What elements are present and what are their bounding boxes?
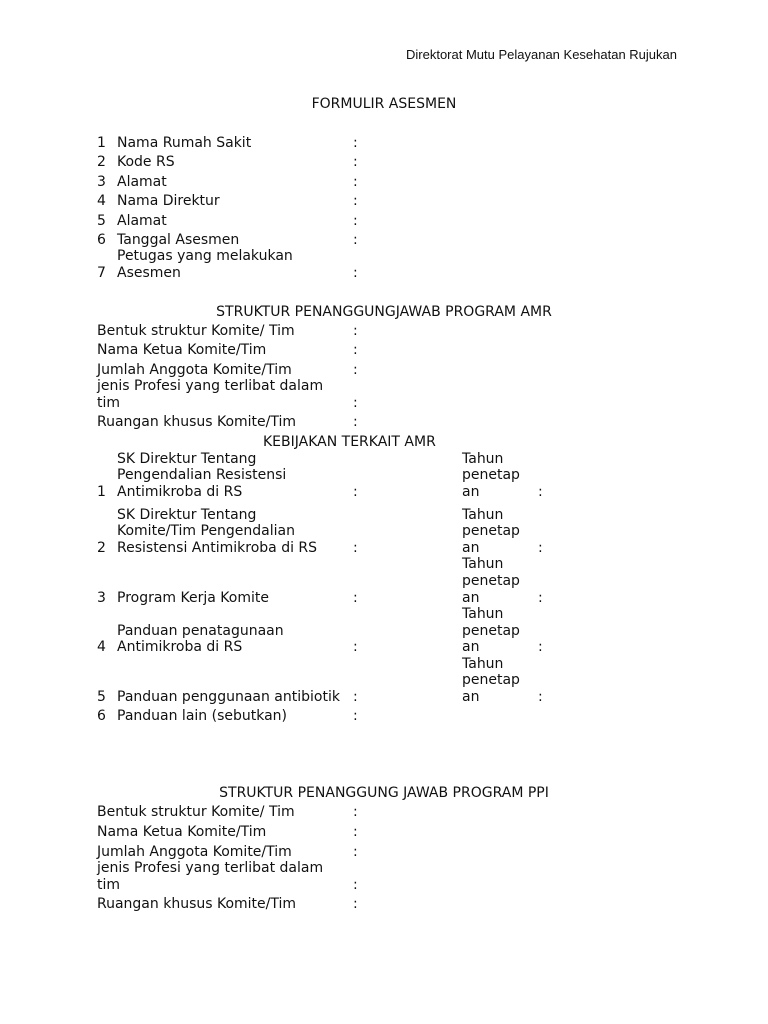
field-colon: : [353,135,358,151]
row-number: 3 [97,590,106,606]
field-colon: : [353,896,358,912]
field-colon: : [353,174,358,190]
row-number: 4 [97,193,106,209]
tahun-label: Tahun [462,556,504,572]
field-colon: : [353,395,358,411]
tahun-label: penetap [462,573,520,589]
tahun-label: Tahun [462,606,504,622]
row-number: 6 [97,708,106,724]
policy-label: Antimikroba di RS [117,484,243,500]
tahun-label: an [462,639,480,655]
policy-label: SK Direktur Tentang [117,451,257,467]
amr-structure-heading: STRUKTUR PENANGGUNGJAWAB PROGRAM AMR [216,304,552,320]
tahun-label: Tahun [462,507,504,523]
tahun-label: an [462,484,480,500]
field-label-petugas-line1: Petugas yang melakukan [117,248,293,264]
field-label-alamat: Alamat [117,174,167,190]
policy-label: Panduan penatagunaan [117,623,284,639]
field-colon: : [353,362,358,378]
field-label: Jumlah Anggota Komite/Tim [97,844,292,860]
field-colon: : [353,844,358,860]
policy-label: Panduan lain (sebutkan) [117,708,288,724]
field-colon: : [353,804,358,820]
field-colon: : [353,877,358,893]
field-label: tim [97,877,121,893]
field-colon: : [353,213,358,229]
tahun-label: penetap [462,672,520,688]
tahun-colon: : [538,540,543,556]
field-label-nama-direktur: Nama Direktur [117,193,220,209]
field-label: Ruangan khusus Komite/Tim [97,896,297,912]
header-directorate: Direktorat Mutu Pelayanan Kesehatan Rujukan [406,47,677,62]
field-label-petugas-line2: Asesmen [117,265,181,281]
field-colon: : [353,265,358,281]
tahun-colon: : [538,590,543,606]
row-number: 4 [97,639,106,655]
field-label-tanggal-asesmen: Tanggal Asesmen [117,232,240,248]
field-label-alamat-direktur: Alamat [117,213,167,229]
field-colon: : [353,708,358,724]
tahun-label: Tahun [462,656,504,672]
row-number: 5 [97,689,106,705]
policy-label: Panduan penggunaan antibiotik [117,689,340,705]
row-number: 1 [97,135,106,151]
tahun-colon: : [538,484,543,500]
field-label: Jumlah Anggota Komite/Tim [97,362,292,378]
field-colon: : [353,323,358,339]
field-colon: : [353,824,358,840]
tahun-label: an [462,689,480,705]
field-colon: : [353,342,358,358]
form-title: FORMULIR ASESMEN [311,96,457,112]
field-label-nama-rumah-sakit: Nama Rumah Sakit [117,135,252,151]
tahun-label: an [462,540,480,556]
field-colon: : [353,590,358,606]
field-label-kode-rs: Kode RS [117,154,175,170]
tahun-label: penetap [462,467,520,483]
field-label: jenis Profesi yang terlibat dalam [97,378,324,394]
field-colon: : [353,193,358,209]
tahun-colon: : [538,689,543,705]
policy-label: Resistensi Antimikroba di RS [117,540,318,556]
policy-label: SK Direktur Tentang [117,507,257,523]
field-label: Bentuk struktur Komite/ Tim [97,804,295,820]
field-colon: : [353,484,358,500]
row-number: 2 [97,154,106,170]
field-label: Ruangan khusus Komite/Tim [97,414,297,430]
field-colon: : [353,639,358,655]
tahun-label: penetap [462,523,520,539]
amr-policy-heading: KEBIJAKAN TERKAIT AMR [263,434,436,450]
field-label: jenis Profesi yang terlibat dalam [97,860,324,876]
row-number: 2 [97,540,106,556]
field-colon: : [353,540,358,556]
policy-label: Pengendalian Resistensi [117,467,287,483]
tahun-colon: : [538,639,543,655]
field-label: Bentuk struktur Komite/ Tim [97,323,295,339]
policy-label: Program Kerja Komite [117,590,269,606]
field-colon: : [353,232,358,248]
policy-label: Komite/Tim Pengendalian [117,523,295,539]
row-number: 3 [97,174,106,190]
ppi-structure-heading: STRUKTUR PENANGGUNG JAWAB PROGRAM PPI [219,785,549,801]
field-label: tim [97,395,121,411]
field-colon: : [353,154,358,170]
tahun-label: an [462,590,480,606]
field-colon: : [353,414,358,430]
field-label: Nama Ketua Komite/Tim [97,824,267,840]
policy-label: Antimikroba di RS [117,639,243,655]
field-colon: : [353,689,358,705]
row-number: 5 [97,213,106,229]
tahun-label: penetap [462,623,520,639]
tahun-label: Tahun [462,451,504,467]
field-label: Nama Ketua Komite/Tim [97,342,267,358]
row-number: 7 [97,265,106,281]
row-number: 1 [97,484,106,500]
row-number: 6 [97,232,106,248]
